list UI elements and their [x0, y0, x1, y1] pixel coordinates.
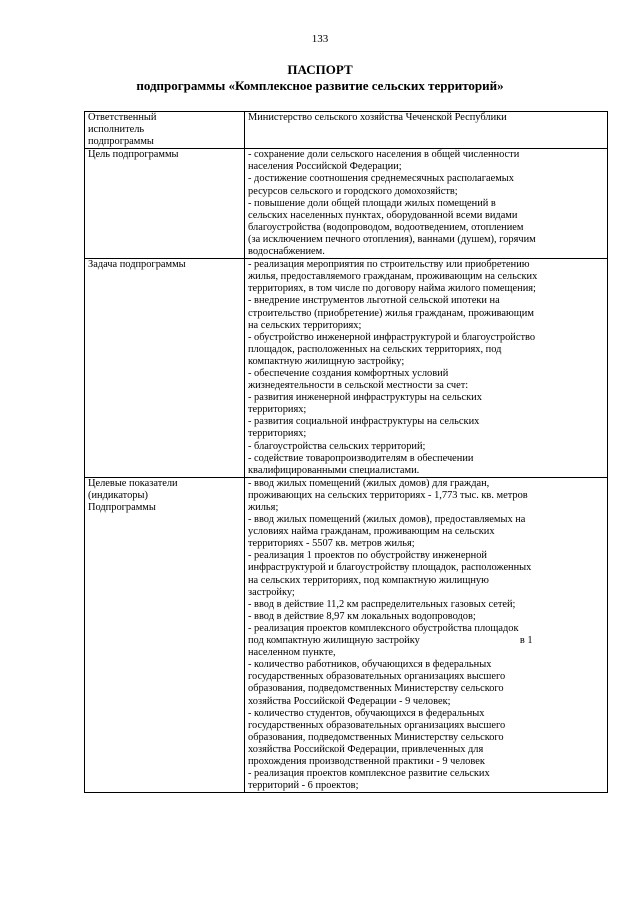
row-value-text: территорий - 6 проектов; — [248, 780, 359, 792]
row-label-cell — [85, 112, 245, 149]
row-value-text: - ввод в действие 11,2 км распределительных газовых сетей; — [248, 598, 516, 610]
row-value-line — [248, 635, 605, 647]
row-value-line — [248, 344, 605, 356]
row-value-text: - реализация 1 проектов по обустройству инженерной — [248, 550, 487, 562]
row-label-line: исполнитель — [88, 124, 145, 136]
row-value-text: - содействие товаропроизводителям в обеспечении — [248, 452, 474, 464]
row-value-line — [248, 173, 605, 185]
row-label-line: Ответственный — [88, 112, 157, 123]
row-value-text: под компактную жилищную застройку — [248, 635, 420, 647]
row-value-text: квалифицированными специалистами. — [248, 464, 420, 476]
row-value-text: жилья, предоставляемого гражданам, проживающим на сельских — [248, 271, 538, 283]
row-value-text: - ввод в действие 8,97 км локальных водопроводов; — [248, 610, 476, 622]
row-value-text: - ввод жилых помещений (жилых домов) для граждан, — [248, 477, 490, 489]
row-value-line — [248, 380, 605, 392]
row-value-text: водоснабжением. — [248, 246, 325, 258]
row-value-line — [248, 659, 605, 671]
document-subtitle: подпрограммы «Комплексное развитие сельских территорий» — [136, 78, 504, 93]
row-value-text: государственных образовательных организациях высшего — [248, 671, 506, 683]
row-value-line — [248, 198, 605, 210]
row-value-line — [248, 186, 605, 198]
row-value-line — [248, 550, 605, 562]
row-value-cell — [245, 259, 608, 478]
row-value-line — [248, 332, 605, 344]
page-number: 133 — [311, 33, 329, 45]
row-value-line — [248, 647, 605, 659]
row-value-text: - реализация проектов комплексное развитие сельских — [248, 768, 490, 780]
row-value-line — [248, 271, 605, 283]
row-value-text: территориях; — [248, 428, 307, 440]
row-value-text: сельских населенных пунктах, оборудованной всеми видами — [248, 209, 518, 221]
row-value-line — [248, 356, 605, 368]
row-value-text: территориях - 5507 кв. метров жилья; — [248, 538, 415, 550]
row-value-line — [248, 210, 605, 222]
row-value-text: населения Российской Федерации; — [248, 161, 402, 173]
row-value-line — [248, 490, 605, 502]
row-label-line: Задача подпрограммы — [88, 259, 186, 271]
row-label-line: (индикаторы) — [88, 489, 148, 501]
row-value-line — [248, 768, 605, 780]
row-value-text: государственных образовательных организациях высшего — [248, 719, 506, 731]
row-value-text: - количество студентов, обучающихся в федеральных — [248, 707, 485, 719]
row-value-cell — [245, 149, 608, 259]
document-title: ПАСПОРТ — [287, 62, 353, 77]
row-value-line — [248, 514, 605, 526]
row-value-text: образования, подведомственных Министерству сельского — [248, 731, 504, 743]
row-value-text: ресурсов сельского и городского домохозяйств; — [248, 185, 458, 197]
passport-row — [85, 149, 608, 259]
row-value-text: - достижение соотношения среднемесячных располагаемых — [248, 173, 514, 185]
row-value-line — [248, 404, 605, 416]
row-label-line: подпрограммы — [88, 136, 154, 148]
row-value-text: - развития социальной инфраструктуры на сельских — [248, 416, 480, 428]
row-value-text: - количество работников, обучающихся в федеральных — [248, 659, 492, 671]
row-value-line — [248, 538, 605, 550]
row-value-text: - реализация проектов комплексного обустройства площадок — [248, 622, 519, 634]
passport-row — [85, 112, 608, 149]
row-value-line — [248, 575, 605, 587]
row-value-line — [248, 756, 605, 768]
row-value-text: - повышение доли общей площади жилых помещений в — [248, 197, 496, 209]
row-value-line — [248, 671, 605, 683]
row-value-text: условиях найма гражданам, проживающим на сельских — [248, 526, 495, 538]
row-value-line — [248, 683, 605, 695]
row-value-text: проживающих на сельских территориях - 1,773 тыс. кв. метров — [248, 489, 528, 501]
row-value-text: инфраструктурой и благоустройству площадок, расположенных — [248, 562, 532, 574]
row-value-line — [248, 428, 605, 440]
row-value-text: прохождения производственной практики - 9 человек — [248, 755, 485, 767]
row-value-text: хозяйства Российской Федерации - 9 человек; — [248, 695, 451, 707]
row-value-line — [248, 611, 605, 623]
row-value-text: жизнедеятельности в сельской местности за счет: — [248, 380, 469, 392]
row-value-text: компактную жилищную застройку; — [248, 355, 405, 367]
passport-table — [84, 111, 608, 793]
row-value-line — [248, 295, 605, 307]
row-value-line — [248, 441, 605, 453]
row-value-line — [248, 526, 605, 538]
row-value-text: населенном пункте, — [248, 647, 336, 659]
row-value-suffix: в 1 — [519, 635, 533, 647]
row-value-line — [248, 599, 605, 611]
row-value-line — [248, 453, 605, 465]
passport-table-body — [85, 112, 608, 793]
row-value-line — [248, 587, 605, 599]
row-value-text: - обеспечение создания комфортных условий — [248, 367, 449, 379]
row-value-line — [248, 502, 605, 514]
row-value-text: территориях, в том числе по договору найма жилого помещения; — [248, 283, 536, 295]
row-label-line: Цель подпрограммы — [88, 149, 179, 161]
row-value-line — [248, 744, 605, 756]
row-value-text: на сельских территориях; — [248, 319, 362, 331]
row-value-line — [248, 478, 605, 490]
row-value-text: - внедрение инструментов льготной сельской ипотеки на — [248, 295, 500, 307]
row-value-line — [248, 392, 605, 404]
row-label-line: Целевые показатели — [88, 477, 178, 489]
passport-row — [85, 259, 608, 478]
row-value-text: площадок, расположенных на сельских территориях, под — [248, 343, 502, 355]
row-value-text: (за исключением печного отопления), ваннами (душем), горячим — [248, 233, 536, 245]
row-value-line — [248, 465, 605, 477]
passport-row — [85, 477, 608, 792]
row-value-line — [248, 246, 605, 258]
row-value-line — [248, 368, 605, 380]
row-value-line — [248, 259, 605, 271]
row-value-line — [248, 416, 605, 428]
row-value-line — [248, 112, 605, 124]
row-value-line — [248, 696, 605, 708]
row-value-text: - благоустройства сельских территорий; — [248, 440, 426, 452]
row-value-line — [248, 222, 605, 234]
row-value-line — [248, 732, 605, 744]
row-value-line — [248, 780, 605, 792]
row-value-text: жилья; — [248, 502, 279, 513]
row-value-line — [248, 720, 605, 732]
row-label-cell — [85, 149, 245, 259]
row-value-line — [248, 562, 605, 574]
row-value-line — [248, 234, 605, 246]
row-value-text: - сохранение доли сельского населения в общей численности — [248, 149, 520, 161]
row-value-line — [248, 308, 605, 320]
row-value-text: - реализация мероприятия по строительству или приобретению — [248, 259, 530, 271]
row-label-line: Подпрограммы — [88, 502, 156, 513]
row-value-text: - развития инженерной инфраструктуры на сельских — [248, 392, 482, 404]
row-value-text: благоустройства (водопроводом, водоотведением, отоплением — [248, 221, 524, 233]
row-label-cell — [85, 259, 245, 478]
row-value-text: хозяйства Российской Федерации, привлеченных для — [248, 743, 484, 755]
row-value-line — [248, 161, 605, 173]
row-value-text: Министерство сельского хозяйства Чеченской Республики — [248, 112, 507, 123]
row-label-cell — [85, 477, 245, 792]
row-value-text: на сельских территориях, под компактную жилищную — [248, 574, 489, 586]
row-value-line — [248, 623, 605, 635]
row-value-line — [248, 149, 605, 161]
row-value-text: строительство (приобретение) жилья гражданам, проживающим — [248, 307, 534, 319]
row-value-text: - обустройство инженерной инфраструктурой и благоустройство — [248, 331, 536, 343]
row-value-cell — [245, 477, 608, 792]
row-value-text: - ввод жилых помещений (жилых домов), предоставляемых на — [248, 514, 526, 526]
row-value-text: территориях; — [248, 404, 307, 416]
row-value-line — [248, 708, 605, 720]
row-value-text: застройку; — [248, 586, 295, 598]
row-value-text: образования, подведомственных Министерству сельского — [248, 683, 504, 695]
row-value-line — [248, 283, 605, 295]
row-value-cell — [245, 112, 608, 149]
row-value-line — [248, 320, 605, 332]
